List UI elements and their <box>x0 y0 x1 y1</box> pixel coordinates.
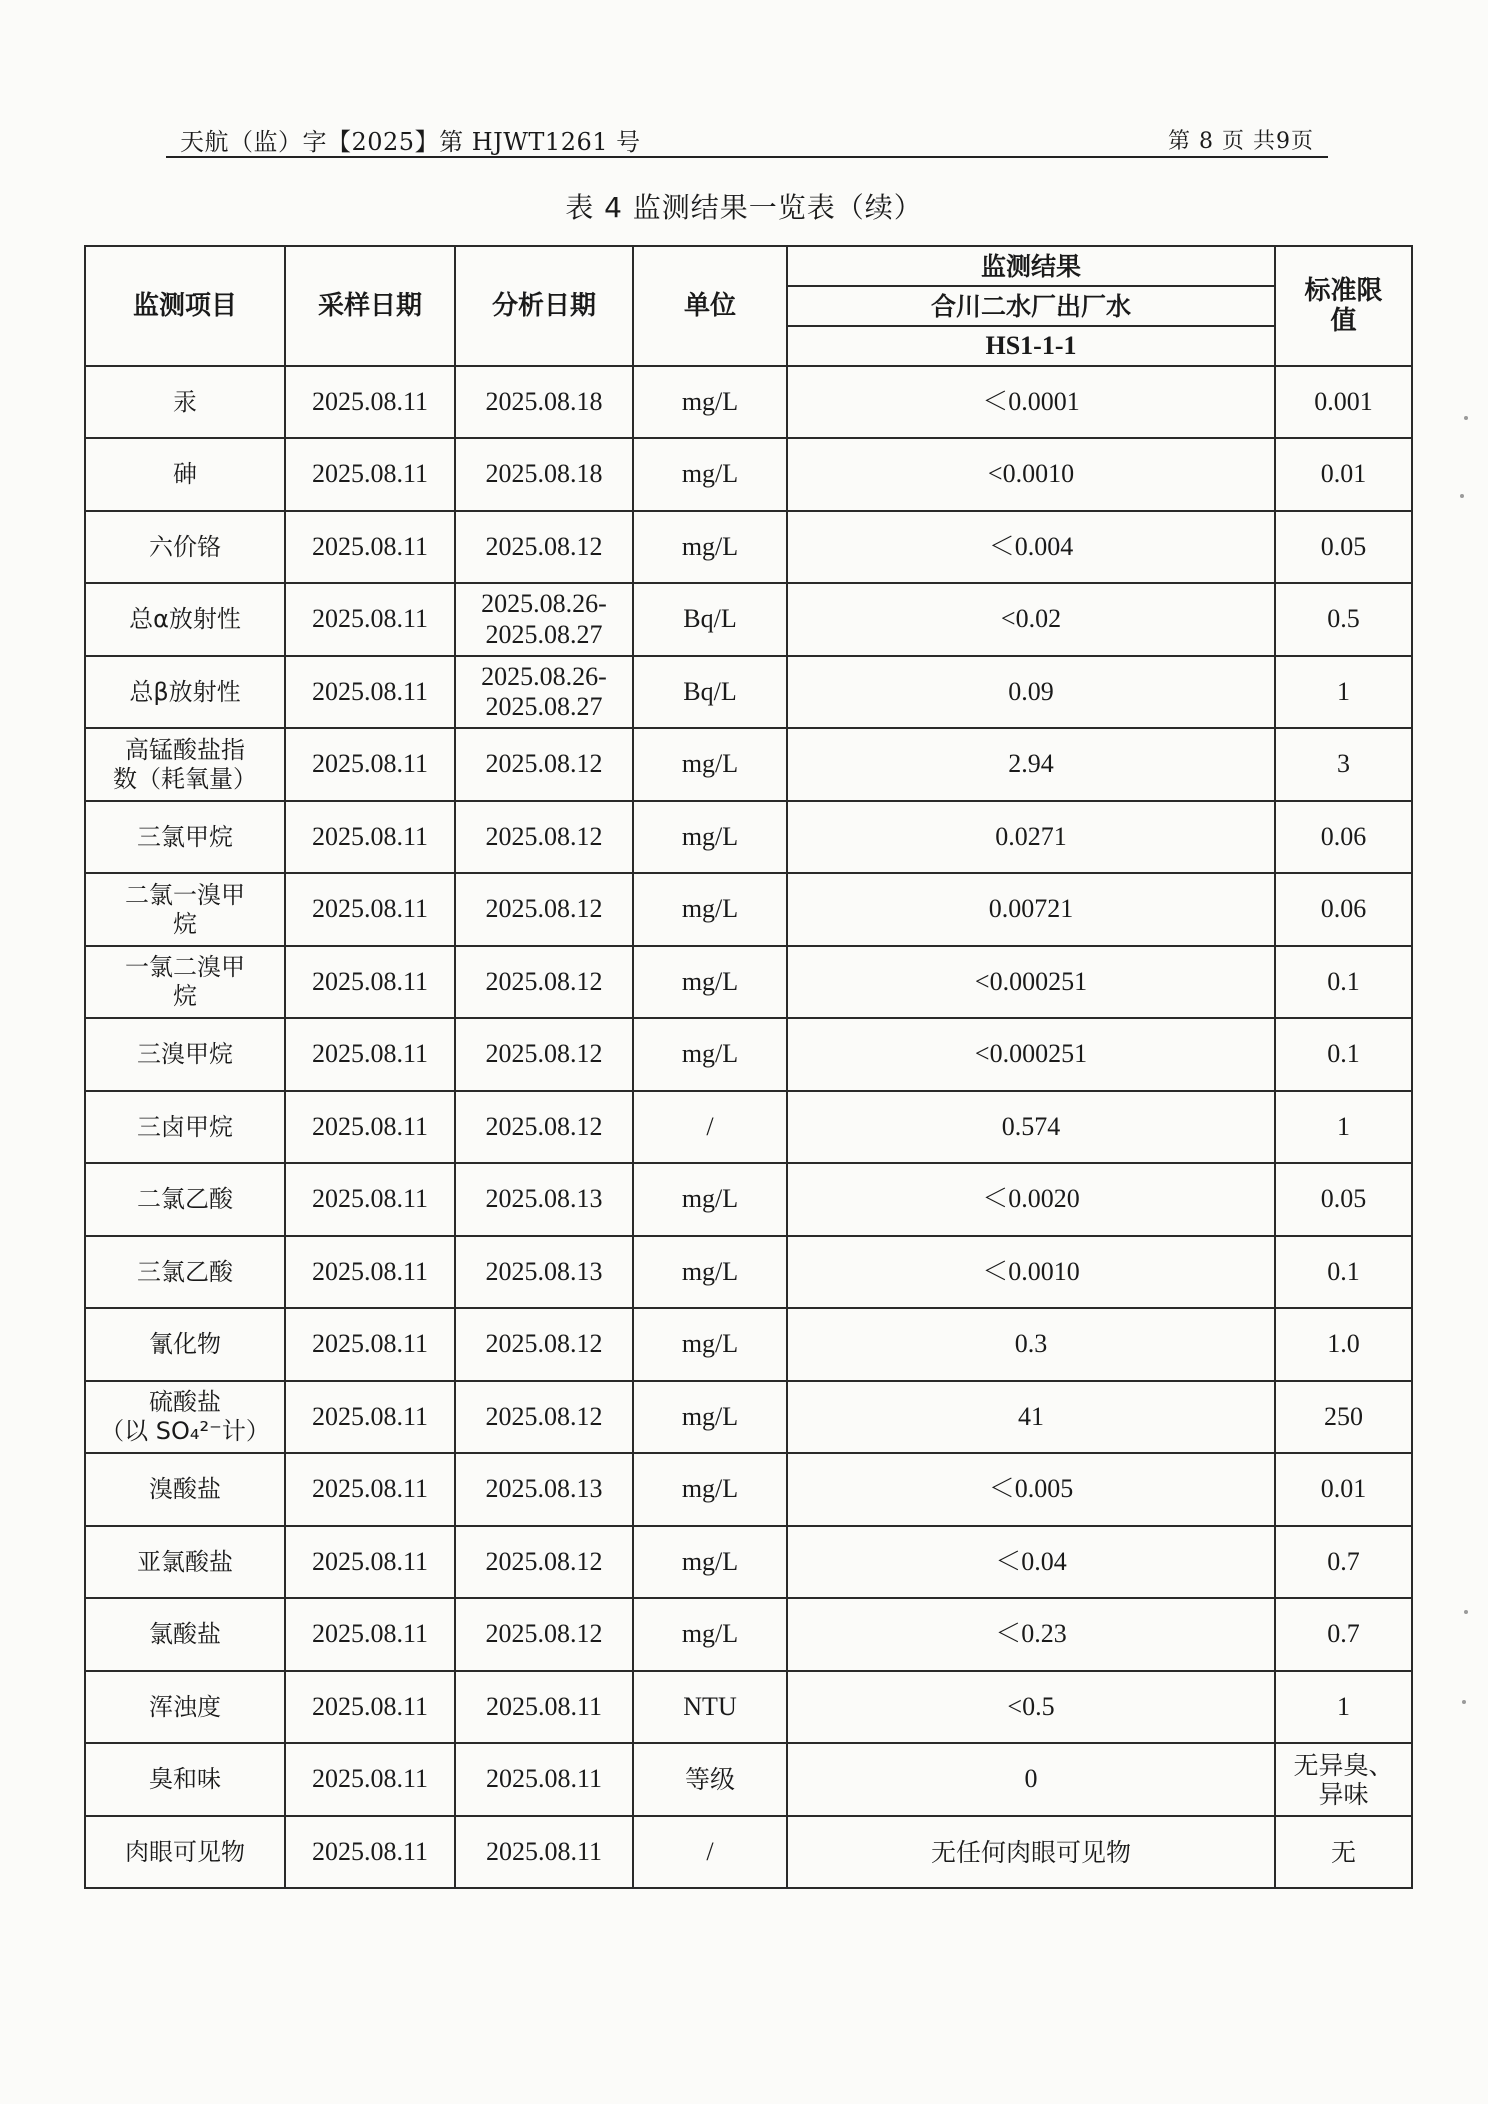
col-header-analysis-date: 分析日期 <box>455 246 633 366</box>
cell-standard: 0.01 <box>1275 1453 1412 1526</box>
table-row <box>85 873 1412 946</box>
cell-standard: 0.01 <box>1275 438 1412 511</box>
cell-result: 0.0271 <box>787 801 1275 873</box>
cell-sample-date: 2025.08.11 <box>285 728 455 801</box>
cell-analysis-date: 2025.08.11 <box>455 1743 633 1816</box>
cell-unit: mg/L <box>633 728 787 801</box>
cell-item: 氰化物 <box>85 1308 285 1381</box>
scan-speck <box>1464 416 1468 420</box>
cell-sample-date: 2025.08.11 <box>285 1308 455 1381</box>
cell-unit: mg/L <box>633 1236 787 1308</box>
cell-analysis-date: 2025.08.18 <box>455 366 633 438</box>
cell-sample-date: 2025.08.11 <box>285 656 455 728</box>
cell-unit: 等级 <box>633 1743 787 1816</box>
col-header-site: 合川二水厂出厂水 <box>787 286 1275 326</box>
cell-item: 溴酸盐 <box>85 1453 285 1526</box>
cell-item: 六价铬 <box>85 511 285 583</box>
cell-result: 无任何肉眼可见物 <box>787 1816 1275 1888</box>
cell-analysis-date: 2025.08.11 <box>455 1816 633 1888</box>
cell-item: 砷 <box>85 438 285 511</box>
cell-analysis-date: 2025.08.12 <box>455 1526 633 1598</box>
cell-item: 三溴甲烷 <box>85 1018 285 1091</box>
cell-standard: 0.1 <box>1275 946 1412 1018</box>
cell-standard: 250 <box>1275 1381 1412 1453</box>
cell-item: 亚氯酸盐 <box>85 1526 285 1598</box>
cell-item: 总α放射性 <box>85 583 285 656</box>
cell-result: ＜0.0010 <box>787 1236 1275 1308</box>
cell-unit: mg/L <box>633 1381 787 1453</box>
cell-sample-date: 2025.08.11 <box>285 1598 455 1671</box>
cell-item: 二氯一溴甲 烷 <box>85 873 285 946</box>
table-row <box>85 1671 1412 1743</box>
cell-standard: 0.7 <box>1275 1598 1412 1671</box>
col-header-result-group: 监测结果 <box>787 246 1275 286</box>
cell-standard: 1 <box>1275 1091 1412 1163</box>
cell-sample-date: 2025.08.11 <box>285 1671 455 1743</box>
cell-unit: mg/L <box>633 946 787 1018</box>
cell-result: 0 <box>787 1743 1275 1816</box>
cell-standard: 1 <box>1275 656 1412 728</box>
table-row <box>85 1091 1412 1163</box>
scan-speck <box>1460 494 1464 498</box>
cell-sample-date: 2025.08.11 <box>285 511 455 583</box>
cell-standard: 无 <box>1275 1816 1412 1888</box>
cell-unit: Bq/L <box>633 583 787 656</box>
cell-sample-date: 2025.08.11 <box>285 1236 455 1308</box>
table-row <box>85 1526 1412 1598</box>
cell-sample-date: 2025.08.11 <box>285 1526 455 1598</box>
cell-analysis-date: 2025.08.12 <box>455 1018 633 1091</box>
cell-analysis-date: 2025.08.12 <box>455 1381 633 1453</box>
cell-unit: / <box>633 1816 787 1888</box>
scan-speck <box>1464 1610 1468 1614</box>
table-row <box>85 1453 1412 1526</box>
cell-unit: Bq/L <box>633 656 787 728</box>
cell-sample-date: 2025.08.11 <box>285 1091 455 1163</box>
cell-item: 三氯乙酸 <box>85 1236 285 1308</box>
table-header <box>85 246 1412 366</box>
page-number: 第 8 页 共9页 <box>1168 129 1314 154</box>
cell-unit: mg/L <box>633 1453 787 1526</box>
cell-unit: mg/L <box>633 1308 787 1381</box>
cell-item: 浑浊度 <box>85 1671 285 1743</box>
cell-item: 肉眼可见物 <box>85 1816 285 1888</box>
cell-sample-date: 2025.08.11 <box>285 1018 455 1091</box>
cell-unit: mg/L <box>633 1018 787 1091</box>
cell-analysis-date: 2025.08.12 <box>455 1598 633 1671</box>
cell-item: 总β放射性 <box>85 656 285 728</box>
cell-sample-date: 2025.08.11 <box>285 1163 455 1236</box>
cell-result: <0.000251 <box>787 1018 1275 1091</box>
cell-unit: NTU <box>633 1671 787 1743</box>
cell-result: 0.3 <box>787 1308 1275 1381</box>
page-header <box>166 118 1328 158</box>
cell-analysis-date: 2025.08.12 <box>455 1091 633 1163</box>
cell-unit: mg/L <box>633 801 787 873</box>
cell-item: 硫酸盐 （以 SO₄²⁻计） <box>85 1381 285 1453</box>
table-row <box>85 946 1412 1018</box>
cell-result: 41 <box>787 1381 1275 1453</box>
results-table <box>84 245 1413 1889</box>
cell-result: <0.0010 <box>787 438 1275 511</box>
cell-unit: mg/L <box>633 1598 787 1671</box>
table-row <box>85 1816 1412 1888</box>
table-row <box>85 1381 1412 1453</box>
col-header-unit: 单位 <box>633 246 787 366</box>
cell-sample-date: 2025.08.11 <box>285 1453 455 1526</box>
cell-standard: 3 <box>1275 728 1412 801</box>
col-header-site-code: HS1-1-1 <box>787 326 1275 366</box>
cell-analysis-date: 2025.08.26- 2025.08.27 <box>455 656 633 728</box>
cell-unit: / <box>633 1091 787 1163</box>
cell-result: <0.5 <box>787 1671 1275 1743</box>
cell-result: 2.94 <box>787 728 1275 801</box>
col-header-standard-text: 标准限值 <box>1304 275 1383 336</box>
cell-standard: 0.06 <box>1275 873 1412 946</box>
cell-standard: 0.05 <box>1275 1163 1412 1236</box>
cell-result: ＜0.004 <box>787 511 1275 583</box>
cell-item: 三氯甲烷 <box>85 801 285 873</box>
cell-analysis-date: 2025.08.12 <box>455 946 633 1018</box>
cell-sample-date: 2025.08.11 <box>285 946 455 1018</box>
cell-analysis-date: 2025.08.13 <box>455 1236 633 1308</box>
cell-result: 0.00721 <box>787 873 1275 946</box>
table-row <box>85 438 1412 511</box>
cell-unit: mg/L <box>633 511 787 583</box>
cell-standard: 1.0 <box>1275 1308 1412 1381</box>
table-row <box>85 728 1412 801</box>
cell-result: ＜0.23 <box>787 1598 1275 1671</box>
cell-standard: 0.05 <box>1275 511 1412 583</box>
cell-result: 0.574 <box>787 1091 1275 1163</box>
col-header-item: 监测项目 <box>85 246 285 366</box>
cell-standard: 0.06 <box>1275 801 1412 873</box>
table-row <box>85 656 1412 728</box>
cell-unit: mg/L <box>633 1526 787 1598</box>
table-row <box>85 1018 1412 1091</box>
cell-analysis-date: 2025.08.13 <box>455 1453 633 1526</box>
table-row <box>85 1598 1412 1671</box>
cell-standard: 0.1 <box>1275 1018 1412 1091</box>
cell-standard: 1 <box>1275 1671 1412 1743</box>
table-row <box>85 511 1412 583</box>
table-row <box>85 583 1412 656</box>
cell-analysis-date: 2025.08.13 <box>455 1163 633 1236</box>
scan-speck <box>1462 1700 1466 1704</box>
cell-item: 氯酸盐 <box>85 1598 285 1671</box>
cell-result: ＜0.0001 <box>787 366 1275 438</box>
cell-unit: mg/L <box>633 366 787 438</box>
cell-standard: 无异臭、 异味 <box>1275 1743 1412 1816</box>
cell-result: 0.09 <box>787 656 1275 728</box>
cell-standard: 0.001 <box>1275 366 1412 438</box>
table-row <box>85 366 1412 438</box>
cell-item: 三卤甲烷 <box>85 1091 285 1163</box>
cell-item: 汞 <box>85 366 285 438</box>
table-row <box>85 1236 1412 1308</box>
cell-analysis-date: 2025.08.18 <box>455 438 633 511</box>
cell-standard: 0.1 <box>1275 1236 1412 1308</box>
cell-sample-date: 2025.08.11 <box>285 873 455 946</box>
cell-standard: 0.5 <box>1275 583 1412 656</box>
cell-sample-date: 2025.08.11 <box>285 583 455 656</box>
cell-sample-date: 2025.08.11 <box>285 438 455 511</box>
col-header-standard <box>1275 246 1412 366</box>
cell-analysis-date: 2025.08.11 <box>455 1671 633 1743</box>
report-number: 天航（监）字【2025】第 HJWT1261 号 <box>180 128 641 156</box>
cell-analysis-date: 2025.08.26- 2025.08.27 <box>455 583 633 656</box>
cell-standard: 0.7 <box>1275 1526 1412 1598</box>
cell-unit: mg/L <box>633 438 787 511</box>
cell-item: 高锰酸盐指 数（耗氧量） <box>85 728 285 801</box>
cell-sample-date: 2025.08.11 <box>285 1816 455 1888</box>
table-row <box>85 1163 1412 1236</box>
cell-result: ＜0.0020 <box>787 1163 1275 1236</box>
cell-result: ＜0.04 <box>787 1526 1275 1598</box>
cell-sample-date: 2025.08.11 <box>285 366 455 438</box>
col-header-sample-date: 采样日期 <box>285 246 455 366</box>
table-body <box>85 366 1412 1888</box>
table-row <box>85 801 1412 873</box>
cell-item: 一氯二溴甲 烷 <box>85 946 285 1018</box>
cell-analysis-date: 2025.08.12 <box>455 873 633 946</box>
cell-sample-date: 2025.08.11 <box>285 801 455 873</box>
cell-result: <0.02 <box>787 583 1275 656</box>
table-row <box>85 1308 1412 1381</box>
cell-analysis-date: 2025.08.12 <box>455 511 633 583</box>
cell-unit: mg/L <box>633 873 787 946</box>
table-row <box>85 1743 1412 1816</box>
cell-sample-date: 2025.08.11 <box>285 1743 455 1816</box>
cell-result: ＜0.005 <box>787 1453 1275 1526</box>
cell-result: <0.000251 <box>787 946 1275 1018</box>
cell-item: 臭和味 <box>85 1743 285 1816</box>
cell-unit: mg/L <box>633 1163 787 1236</box>
cell-analysis-date: 2025.08.12 <box>455 801 633 873</box>
cell-analysis-date: 2025.08.12 <box>455 728 633 801</box>
cell-sample-date: 2025.08.11 <box>285 1381 455 1453</box>
table-title: 表 4 监测结果一览表（续） <box>565 191 923 224</box>
cell-analysis-date: 2025.08.12 <box>455 1308 633 1381</box>
cell-item: 二氯乙酸 <box>85 1163 285 1236</box>
